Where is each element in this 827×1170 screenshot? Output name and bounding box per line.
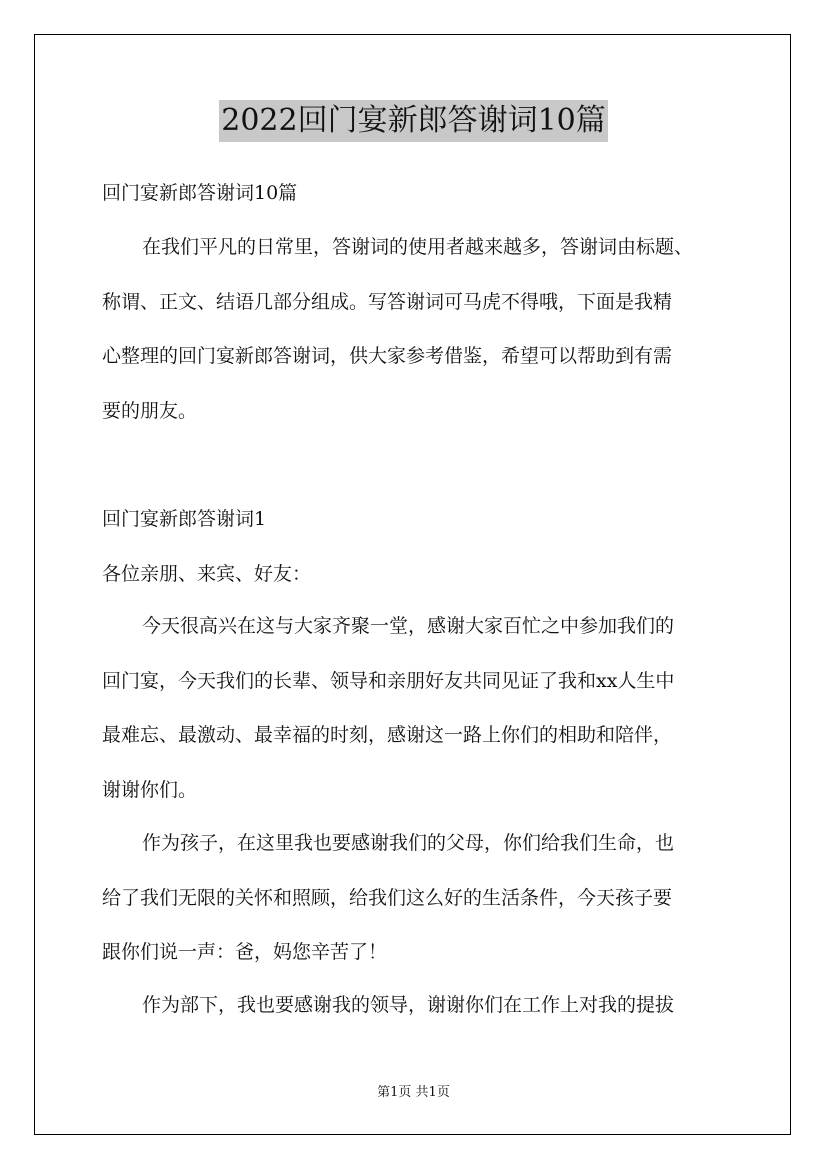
intro-line: 在我们平凡的日常里，答谢词的使用者越来越多，答谢词由标题、 xyxy=(142,236,694,258)
paragraph-line: 作为孩子，在这里我也要感谢我们的父母，你们给我们生命，也 xyxy=(142,832,675,854)
title-container xyxy=(0,100,827,142)
page-footer: 第1页 共1页 xyxy=(377,1085,450,1100)
document-title: 2022回门宴新郎答谢词10篇 xyxy=(219,100,608,142)
document-subtitle: 回门宴新郎答谢词10篇 xyxy=(102,182,298,204)
intro-paragraph xyxy=(102,220,742,438)
paragraph-line: 最难忘、最激动、最幸福的时刻，感谢这一路上你们的相助和陪伴， xyxy=(102,724,673,746)
paragraph-2 xyxy=(102,816,742,980)
intro-line: 心整理的回门宴新郎答谢词，供大家参考借鉴，希望可以帮助到有需 xyxy=(102,345,673,367)
paragraph-line: 跟你们说一声：爸，妈您辛苦了！ xyxy=(102,941,388,963)
paragraph-3 xyxy=(102,978,742,1033)
paragraph-line: 给了我们无限的关怀和照顾，给我们这么好的生活条件，今天孩子要 xyxy=(102,886,673,909)
paragraph-line: 回门宴，今天我们的长辈、领导和亲朋好友共同见证了我和xx人生中 xyxy=(102,669,675,692)
salutation: 各位亲朋、来宾、好友： xyxy=(102,563,312,585)
paragraph-1 xyxy=(102,599,742,817)
paragraph-line: 今天很高兴在这与大家齐聚一堂，感谢大家百忙之中参加我们的 xyxy=(142,615,675,637)
section-heading: 回门宴新郎答谢词1 xyxy=(102,508,267,530)
paragraph-line: 作为部下，我也要感谢我的领导，谢谢你们在工作上对我的提拔 xyxy=(142,994,675,1016)
intro-line: 称谓、正文、结语几部分组成。写答谢词可马虎不得哦，下面是我精 xyxy=(102,290,673,313)
paragraph-line: 谢谢你们。 xyxy=(102,778,198,801)
intro-line: 要的朋友。 xyxy=(102,399,198,422)
